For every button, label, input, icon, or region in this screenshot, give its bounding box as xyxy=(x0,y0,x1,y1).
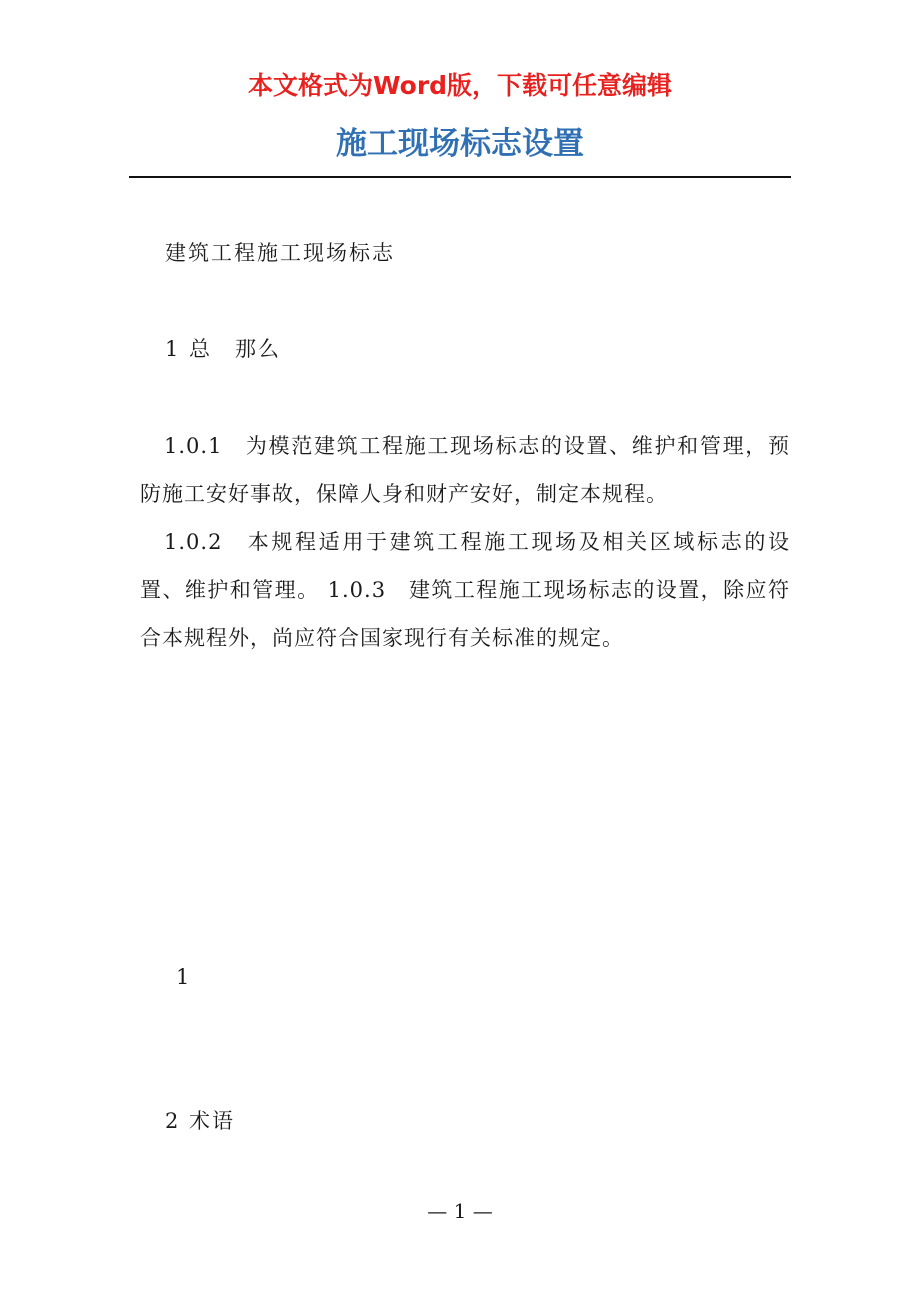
inline-page-number: 1 xyxy=(176,965,192,989)
paragraph-1-0-1: 1.0.1 为模范建筑工程施工现场标志的设置、维护和管理，预防施工安好事故，保障人身和财产安好，制定本规程。 xyxy=(140,434,790,506)
document-title: 施工现场标志设置 xyxy=(336,126,584,162)
section-heading-terms: 2 术语 xyxy=(165,1109,236,1133)
title-divider xyxy=(129,176,791,178)
format-banner: 本文格式为Word版，下载可任意编辑 xyxy=(247,71,673,100)
footer-page-number: — 1 — xyxy=(427,1199,493,1223)
paragraph-1-0-2: 1.0.2 本规程适用于建筑工程施工现场及相关区域标志的设置、维护和管理。 1.0.3 建筑工程施工现场标志的设置，除应符合本规程外，尚应符合国家现行有关标准的规定。 xyxy=(140,530,790,650)
section-heading-general: 1 总 那么 xyxy=(165,337,282,361)
content-heading: 建筑工程施工现场标志 xyxy=(165,241,395,265)
body-paragraphs xyxy=(140,422,790,662)
